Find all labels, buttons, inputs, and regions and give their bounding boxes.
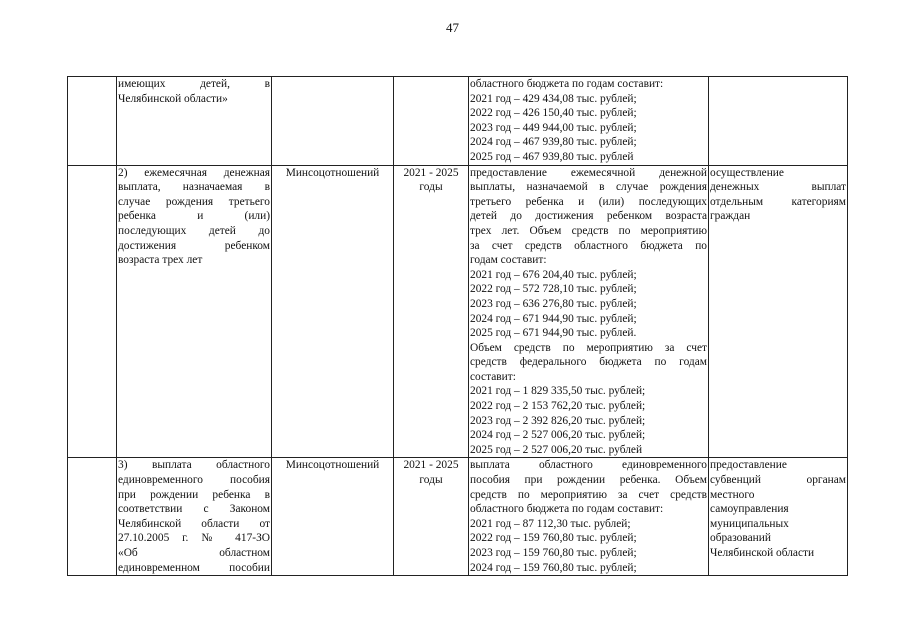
description-line: 2022 год – 159 760,80 тыс. рублей; (470, 532, 637, 545)
description-line: 2022 год – 426 150,40 тыс. рублей; (470, 107, 637, 120)
measure-name-line: 2) ежемесячная денежная (118, 166, 270, 179)
measure-name-line: 3) выплата областного (118, 459, 270, 472)
period-line: годы (419, 474, 443, 487)
result-line: местного (710, 488, 755, 501)
description-line: 2024 год – 159 760,80 тыс. рублей; (470, 561, 637, 574)
measure-name-line: случае рождения третьего (118, 195, 270, 208)
measure-name-line: Челябинской области» (118, 92, 228, 105)
table-row (68, 458, 848, 576)
description-line: составит: (470, 370, 516, 383)
result-line: Челябинской области (710, 547, 815, 559)
result-line: осуществление (710, 166, 784, 179)
measure-name-cell (117, 165, 272, 458)
measure-name-line: возраста трех лет (118, 254, 203, 267)
table-row (68, 77, 848, 166)
table-row (68, 165, 848, 458)
description-line: пособия при рождении ребенка. Объем (470, 474, 707, 487)
description-line: областного бюджета по годам составит: (470, 503, 664, 516)
result-line: граждан (710, 210, 751, 223)
period-line: 2021 - 2025 (403, 166, 459, 179)
measure-name-line: при рождении ребенка в (118, 488, 270, 501)
spacer-cell (68, 77, 117, 166)
description-line: 2024 год – 2 527 006,20 тыс. рублей; (470, 429, 646, 442)
period-cell (394, 77, 469, 166)
description-line: средств по мероприятию за счет средств (470, 488, 707, 501)
description-line: 2021 год – 1 829 335,50 тыс. рублей; (470, 385, 646, 398)
responsible-text: Минсоцотношений (285, 459, 380, 472)
description-line: 2025 год – 467 939,80 тыс. рублей (470, 150, 634, 163)
description-cell (469, 77, 709, 166)
measure-name-line: ребенка и (или) (118, 210, 270, 223)
page-number: 47 (446, 20, 459, 35)
period-line: 2021 - 2025 (403, 459, 459, 472)
responsible-cell (272, 165, 394, 458)
description-line: областного бюджета по годам составит: (470, 78, 664, 90)
description-line: 2023 год – 159 760,80 тыс. рублей; (470, 547, 637, 559)
description-line: выплаты, назначаемой в случае рождения (470, 181, 707, 194)
result-line: субвенций органам (710, 474, 846, 487)
result-line: денежных выплат (710, 181, 846, 194)
description-line: 2023 год – 449 944,00 тыс. рублей; (470, 121, 637, 134)
description-line: средств федерального бюджета по годам (470, 356, 707, 369)
description-line: предоставление ежемесячной денежной (470, 166, 707, 179)
measure-name-line: достижения ребенком (118, 239, 270, 252)
result-line: предоставление (710, 459, 787, 472)
responsible-text: Минсоцотношений (285, 166, 380, 179)
spacer-cell (68, 165, 117, 458)
result-cell (709, 458, 848, 576)
period-line: годы (419, 181, 443, 194)
period-cell (394, 458, 469, 576)
description-line: 2022 год – 572 728,10 тыс. рублей; (470, 283, 637, 296)
description-line: 2021 год – 87 112,30 тыс. рублей; (470, 517, 631, 530)
period-cell (394, 165, 469, 458)
description-line: 2021 год – 676 204,40 тыс. рублей; (470, 268, 637, 281)
description-line: Объем средств по мероприятию за счет (470, 341, 707, 354)
description-line: третьего ребенка и (или) последующих (470, 195, 707, 208)
description-line: трех лет. Объем средств по мероприятию (470, 224, 707, 237)
responsible-cell (272, 77, 394, 166)
result-line: образований (710, 532, 771, 545)
description-line: за счет средств областного бюджета по (470, 239, 707, 252)
description-line: детей до достижения ребенком возраста (470, 210, 707, 223)
description-line: 2023 год – 2 392 826,20 тыс. рублей; (470, 414, 646, 427)
responsible-cell (272, 458, 394, 576)
spacer-cell (68, 458, 117, 576)
description-line: 2024 год – 671 944,90 тыс. рублей; (470, 312, 637, 325)
program-table (67, 76, 848, 576)
measure-name-line: соответствии с Законом (118, 503, 270, 516)
description-line: 2021 год – 429 434,08 тыс. рублей; (470, 92, 637, 105)
measure-name-line: единовременного пособия (118, 474, 270, 487)
program-table-body (68, 77, 848, 576)
description-line: выплата областного единовременного (470, 459, 707, 472)
measure-name-line: «Об областном (118, 547, 270, 559)
measure-name-cell (117, 77, 272, 166)
result-line: муниципальных (710, 517, 789, 530)
measure-name-line: 27.10.2005 г. № 417-ЗО (118, 532, 270, 545)
description-line: 2023 год – 636 276,80 тыс. рублей; (470, 297, 637, 310)
measure-name-cell (117, 458, 272, 576)
description-line: годам составит: (470, 254, 547, 267)
description-line: 2025 год – 671 944,90 тыс. рублей. (470, 327, 637, 340)
description-cell (469, 458, 709, 576)
description-line: 2024 год – 467 939,80 тыс. рублей; (470, 136, 637, 149)
result-line: отдельным категориям (710, 195, 846, 208)
result-line: самоуправления (710, 503, 789, 516)
measure-name-line: Челябинской области от (118, 517, 270, 530)
description-cell (469, 165, 709, 458)
measure-name-line: единовременном пособии (118, 561, 270, 574)
measure-name-line: имеющих детей, в (118, 78, 270, 90)
result-cell (709, 165, 848, 458)
result-cell (709, 77, 848, 166)
description-line: 2022 год – 2 153 762,20 тыс. рублей; (470, 400, 646, 413)
measure-name-line: выплата, назначаемая в (118, 181, 270, 194)
description-line: 2025 год – 2 527 006,20 тыс. рублей (470, 443, 643, 456)
measure-name-line: последующих детей до (118, 224, 270, 237)
